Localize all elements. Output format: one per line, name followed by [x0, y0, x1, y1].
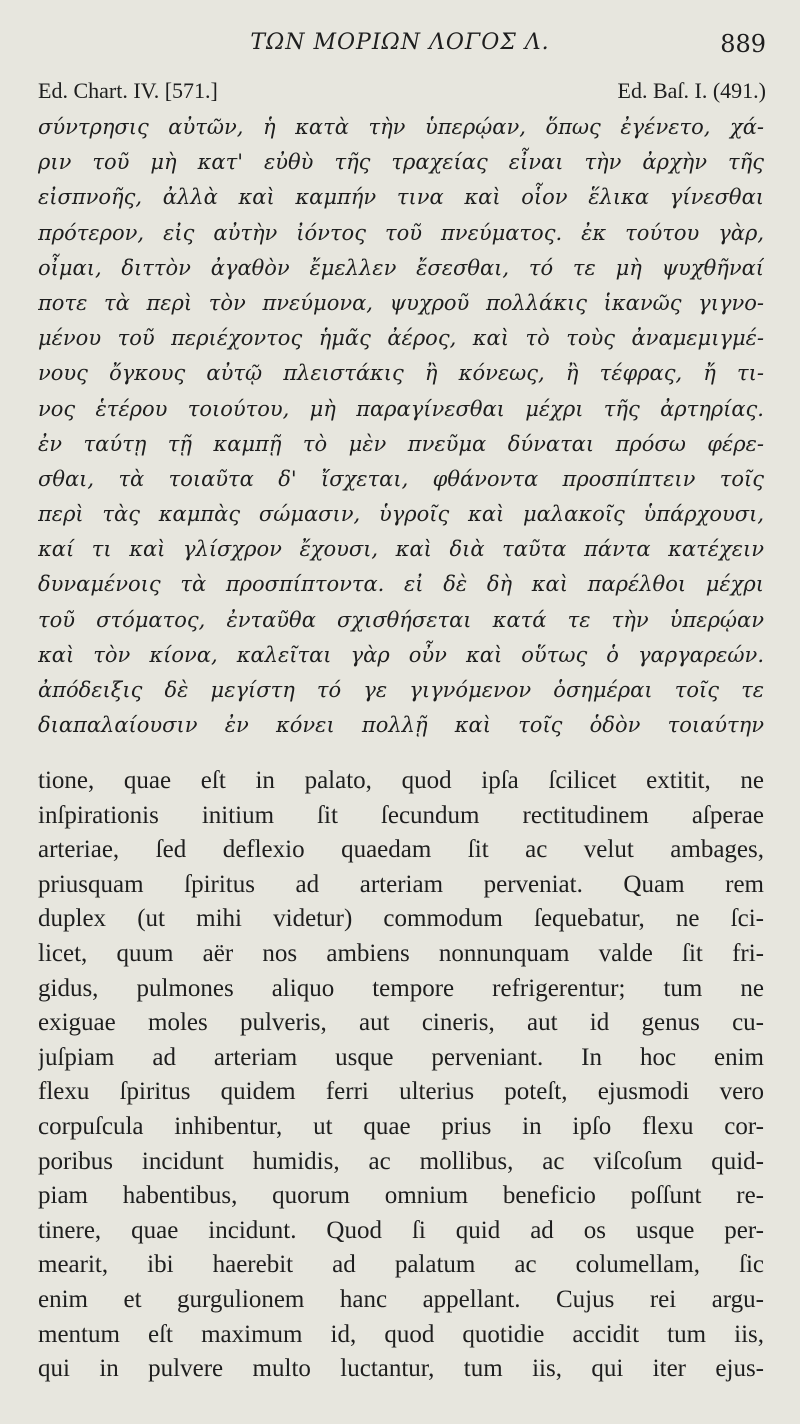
latin-line: tione, quae eſt in palato, quod ipſa ſcilicet extitit, ne — [38, 767, 764, 794]
latin-line: exiguae moles pulveris, aut cineris, aut id genus cu- — [38, 1009, 764, 1037]
greek-line: σθαι, τὰ τοιαῦτα δ' ἴσχεται, φθάνοντα προσπίπτειν τοῖς — [38, 466, 764, 491]
latin-line: mearit, ibi haerebit ad palatum ac columellam, ſic — [38, 1251, 764, 1279]
latin-line: tinere, quae incidunt. Quod ſi quid ad os usque per- — [38, 1216, 764, 1244]
greek-line: νος ἑτέρου τοιούτου, μὴ παραγίνεσθαι μέχρι τῆς ἀρτηρίας. — [38, 396, 764, 421]
latin-line: duplex (ut mihi videtur) commodum ſequebatur, ne ſci- — [38, 905, 764, 933]
latin-text-block — [38, 764, 764, 1387]
greek-line: τοῦ στόματος, ἐνταῦθα σχισθήσεται κατά τε τὴν ὑπερῴαν — [38, 607, 764, 632]
latin-line: mentum eſt maximum id, quod quotidie accidit tum iis, — [38, 1320, 764, 1348]
greek-line: πρότερον, εἰς αὐτὴν ἰόντος τοῦ πνεύματος. ἐκ τούτου γὰρ, — [38, 220, 764, 245]
greek-line: καί τι καὶ γλίσχρον ἔχουσι, καὶ διὰ ταῦτα πάντα κατέχειν — [38, 537, 764, 562]
greek-line: ποτε τὰ περὶ τὸν πνεύμονα, ψυχροῦ πολλάκις ἱκανῶς γιγνο- — [38, 290, 764, 315]
greek-text-block — [38, 110, 764, 743]
latin-line: piam habentibus, quorum omnium beneficio poſſunt re- — [38, 1182, 764, 1210]
greek-line: εἰσπνοῆς, ἀλλὰ καὶ καμπήν τινα καὶ οἷον ἕλικα γίνεσθαι — [38, 185, 764, 210]
latin-line: gidus, pulmones aliquo tempore refrigerentur; tum ne — [38, 974, 764, 1002]
latin-line: inſpirationis initium ſit ſecundum rectitudinem aſperae — [38, 801, 764, 829]
greek-line: διαπαλαίουσιν ἐν κόνει πολλῇ καὶ τοῖς ὁδὸν τοιαύτην — [38, 713, 764, 738]
greek-line: ἐν ταύτῃ τῇ καμπῇ τὸ μὲν πνεῦμα δύναται πρόσω φέρε- — [38, 431, 764, 456]
greek-line: σύντρησις αὐτῶν, ἡ κατὰ τὴν ὑπερῴαν, ὅπως ἐγένετο, χά- — [38, 115, 764, 139]
greek-line: δυναμένοις τὰ προσπίπτοντα. εἰ δὲ δὴ καὶ παρέλθοι μέχρι — [38, 572, 764, 597]
latin-line: licet, quum aër nos ambiens nonnunquam valde ſit fri- — [38, 939, 764, 967]
latin-line: corpuſcula inhibentur, ut quae prius in ipſo flexu cor- — [38, 1112, 764, 1140]
page-number: 889 — [720, 30, 766, 58]
latin-line: enim et gurgulionem hanc appellant. Cujus rei argu- — [38, 1285, 764, 1313]
greek-line: ριν τοῦ μὴ κατ' εὐθὺ τῆς τραχείας εἶναι τὴν ἀρχὴν τῆς — [38, 150, 764, 175]
greek-line: μένου τοῦ περιέχοντος ἡμᾶς ἀέρος, καὶ τὸ τοὺς ἀναμεμιγμέ- — [38, 326, 764, 351]
latin-line: priusquam ſpiritus ad arteriam perveniat. Quam rem — [38, 870, 764, 898]
edition-reference-right: Ed. Baſ. I. (491.) — [617, 78, 766, 103]
latin-line: poribus incidunt humidis, ac mollibus, ac viſcoſum quid- — [38, 1147, 764, 1175]
greek-line: νους ὄγκους αὐτῷ πλειστάκις ἢ κόνεως, ἢ τέφρας, ἤ τι- — [38, 361, 764, 386]
greek-line: οἶμαι, διττὸν ἀγαθὸν ἔμελλεν ἔσεσθαι, τό τε μὴ ψυχθῆναί — [38, 255, 764, 280]
edition-reference-left: Ed. Chart. IV. [571.] — [38, 78, 218, 103]
greek-line: περὶ τὰς καμπὰς σώμασιν, ὑγροῖς καὶ μαλακοῖς ὑπάρχουσι, — [38, 502, 764, 527]
greek-line: ἀπόδειξις δὲ μεγίστη τό γε γιγνόμενον ὁσημέραι τοῖς τε — [38, 678, 764, 702]
latin-line: qui in pulvere multo luctantur, tum iis, qui iter ejus- — [38, 1355, 764, 1383]
latin-line: juſpiam ad arteriam usque perveniant. In hoc enim — [38, 1043, 764, 1071]
latin-line: arteriae, ſed deflexio quaedam ſit ac velut ambages, — [38, 836, 764, 864]
greek-line: καὶ τὸν κίονα, καλεῖται γὰρ οὖν καὶ οὕτως ὁ γαργαρεών. — [38, 642, 764, 667]
running-header-title: ΤΩΝ ΜΟΡΙΩΝ ΛΟΓΟΣ Λ. — [250, 30, 550, 55]
latin-line: flexu ſpiritus quidem ferri ulterius poteſt, ejusmodi vero — [38, 1078, 764, 1106]
